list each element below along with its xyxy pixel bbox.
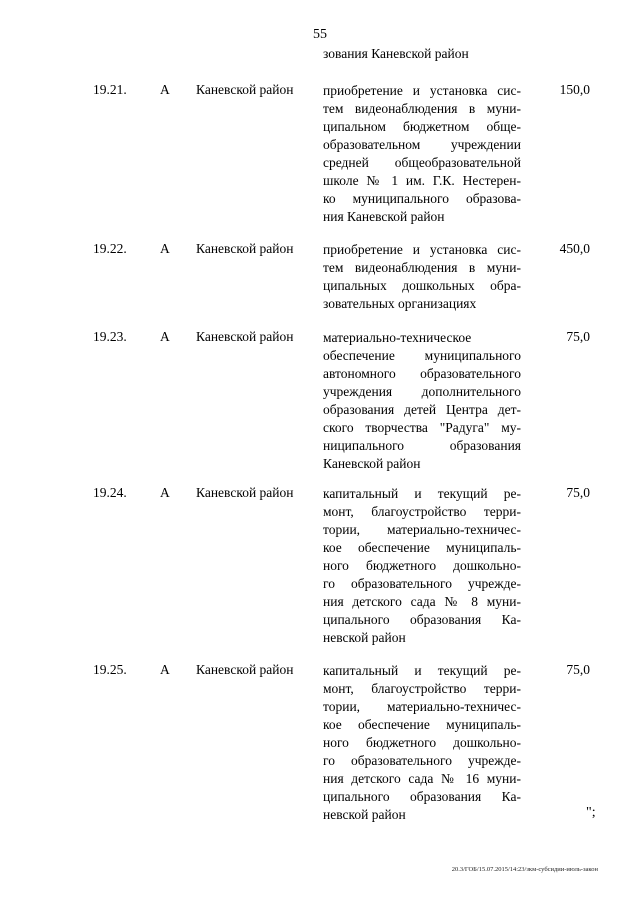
description-line: невской район [323,807,406,822]
description-line: ниципального образования [323,438,521,453]
closing-quote-mark: "; [586,805,596,820]
item-category: А [160,662,170,677]
item-municipality: Каневской район [196,241,294,256]
item-amount: 450,0 [559,241,590,256]
continuation-line: зования Каневской район [323,46,469,61]
item-amount: 75,0 [566,329,590,344]
description-line: материально-техническое [323,330,472,345]
description-line: средней общеобразовательной [323,155,521,170]
description-line: тории, материально-техничес- [323,699,521,714]
description-line: невской район [323,630,406,645]
description-line: зовательных организациях [323,296,477,311]
description-line: образовательном учреждении [323,137,521,152]
description-line: обеспечение муниципального [323,348,521,363]
description-line: ния детского сада № 16 муни- [323,771,521,786]
description-line: тории, материально-техничес- [323,522,521,537]
description-line: автономного образовательного [323,366,521,381]
description-line: монт, благоустройство терри- [323,504,521,519]
item-description [323,662,521,824]
item-municipality: Каневской район [196,662,294,677]
item-category: А [160,329,170,344]
item-category: А [160,82,170,97]
item-description [323,485,521,647]
document-footer-code: 20.3/ГОБ/15.07.2015/14:23/зкм-субсидии-июль-закон [451,866,598,873]
item-amount: 150,0 [559,82,590,97]
description-line: го образовательного учрежде- [323,753,521,768]
description-line: приобретение и установка сис- [323,242,521,257]
description-line: учреждения дополнительного [323,384,521,399]
description-line: школе № 1 им. Г.К. Нестерен- [323,173,521,188]
item-amount: 75,0 [566,485,590,500]
item-number: 19.23. [93,329,127,344]
description-line: Каневской район [323,456,421,471]
description-line: ко муниципального образова- [323,191,521,206]
description-line: ципальном бюджетном обще- [323,119,521,134]
description-line: ципального образования Ка- [323,612,521,627]
description-line: монт, благоустройство терри- [323,681,521,696]
item-municipality: Каневской район [196,329,294,344]
description-line: тем видеонаблюдения в муни- [323,101,521,116]
description-line: го образовательного учрежде- [323,576,521,591]
description-line: ного бюджетного дошкольно- [323,735,521,750]
item-municipality: Каневской район [196,485,294,500]
description-line: тем видеонаблюдения в муни- [323,260,521,275]
description-line: кое обеспечение муниципаль- [323,717,521,732]
page-number: 55 [313,27,327,42]
item-category: А [160,241,170,256]
item-number: 19.25. [93,662,127,677]
description-line: капитальный и текущий ре- [323,663,521,678]
description-line: приобретение и установка сис- [323,83,521,98]
description-line: ного бюджетного дошкольно- [323,558,521,573]
description-line: ния Каневской район [323,209,445,224]
description-line: капитальный и текущий ре- [323,486,521,501]
item-municipality: Каневской район [196,82,294,97]
description-line: кое обеспечение муниципаль- [323,540,521,555]
item-description [323,329,521,473]
item-number: 19.24. [93,485,127,500]
description-line: образования детей Центра дет- [323,402,521,417]
description-line: ципального образования Ка- [323,789,521,804]
item-category: А [160,485,170,500]
item-number: 19.21. [93,82,127,97]
item-amount: 75,0 [566,662,590,677]
description-line: ципальных дошкольных обра- [323,278,521,293]
description-line: ского творчества "Радуга" му- [323,420,521,435]
description-line: ния детского сада № 8 муни- [323,594,521,609]
item-number: 19.22. [93,241,127,256]
item-description [323,241,521,313]
item-description [323,82,521,226]
